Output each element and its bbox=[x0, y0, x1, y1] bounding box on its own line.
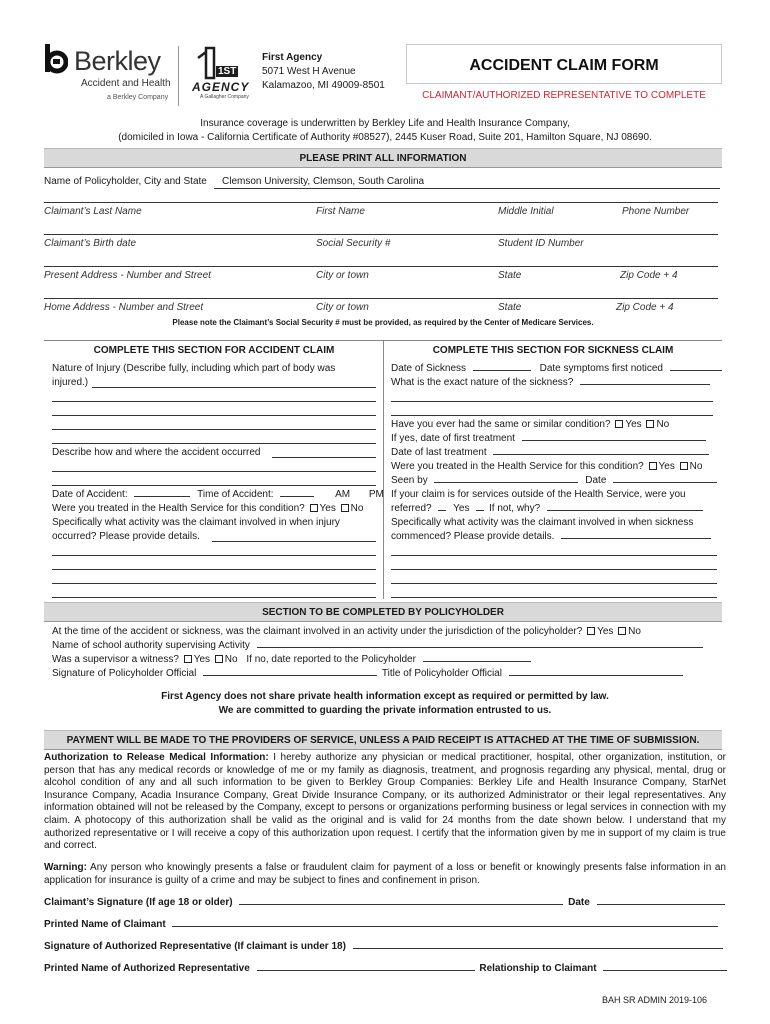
policyholder-signature-row bbox=[52, 668, 683, 679]
sickness-date-label: Date of Sickness bbox=[391, 363, 467, 374]
sickness-activity-1: Specifically what activity was the claimant involved in when sickness bbox=[391, 517, 694, 528]
form-title-box bbox=[406, 44, 722, 84]
sickness-referred-no: If not, why? bbox=[489, 503, 541, 514]
label-home-zip: Zip Code + 4 bbox=[616, 302, 674, 313]
sickness-first-treat-field[interactable] bbox=[522, 440, 706, 441]
form-subtitle: CLAIMANT/AUTHORIZED REPRESENTATIVE TO COMPLETE bbox=[422, 90, 706, 101]
label-present-state: State bbox=[498, 270, 522, 281]
accident-am[interactable]: AM bbox=[335, 489, 351, 500]
agency-address-2: Kalamazoo, MI 49009-8501 bbox=[262, 80, 385, 91]
accident-nature-2: injured.) bbox=[52, 377, 89, 388]
sickness-outside-row bbox=[391, 503, 703, 514]
policyholder-q1-no: No bbox=[628, 626, 641, 637]
claimant-date-field[interactable] bbox=[597, 904, 725, 905]
policyholder-signature-label: Signature of Policyholder Official bbox=[52, 668, 197, 679]
berkley-sub1: Accident and Health bbox=[81, 78, 171, 89]
sickness-referred-no-blank[interactable] bbox=[476, 510, 484, 511]
accident-activity-line-3[interactable] bbox=[52, 583, 376, 584]
accident-nature-line-0[interactable] bbox=[92, 387, 376, 388]
sickness-same-row bbox=[391, 419, 669, 430]
sickness-activity-line-1[interactable] bbox=[391, 555, 717, 556]
warning-paragraph bbox=[44, 862, 726, 887]
policyholder-supervisor-no-checkbox[interactable] bbox=[215, 655, 223, 663]
warning-body: Any person who knowingly presents a false or fraudulent claim for payment of a loss or benefit or knowingly presents false information in an application for insurance is guilty of a crime and may be subject to fines and confinement in prison. bbox=[44, 862, 726, 886]
accident-pm[interactable]: PM bbox=[368, 489, 384, 500]
sickness-date-field[interactable] bbox=[473, 370, 531, 371]
printed-rep-row bbox=[44, 963, 727, 974]
sickness-header: COMPLETE THIS SECTION FOR SICKNESS CLAIM bbox=[432, 345, 674, 356]
sickness-health-no: No bbox=[689, 461, 703, 472]
sickness-seen-field[interactable] bbox=[434, 482, 578, 483]
accident-describe-label: Describe how and where the accident occurred bbox=[52, 447, 261, 458]
authorization-paragraph bbox=[44, 752, 726, 853]
accident-nature-line-1[interactable] bbox=[52, 401, 376, 402]
rep-signature-field[interactable] bbox=[353, 948, 723, 949]
sickness-first-treat-row bbox=[391, 433, 706, 444]
sickness-nature-row bbox=[391, 377, 710, 388]
label-middle-initial: Middle Initial bbox=[498, 206, 554, 217]
policyholder-q1-row bbox=[52, 626, 641, 637]
sickness-same-no: No bbox=[656, 419, 670, 430]
accident-health-no: No bbox=[350, 503, 364, 514]
authorization-title: Authorization to Release Medical Information: bbox=[44, 752, 269, 763]
sickness-last-treat-field[interactable] bbox=[493, 454, 709, 455]
accident-health-q: Were you treated in the Health Service for this condition? bbox=[52, 503, 305, 514]
accident-health-row bbox=[52, 503, 363, 514]
sickness-health-q: Were you treated in the Health Service for this condition? bbox=[391, 461, 644, 472]
agency-name: First Agency bbox=[262, 52, 323, 63]
sickness-activity-2: commenced? Please provide details. bbox=[391, 531, 555, 542]
sickness-nature-field[interactable] bbox=[580, 384, 710, 385]
claimant-signature-label: Claimant’s Signature (If age 18 or older) bbox=[44, 897, 233, 908]
payment-header: PAYMENT WILL BE MADE TO THE PROVIDERS OF SERVICE, UNLESS A PAID RECEIPT IS ATTACHED AT THE TIME OF SUBMISSION. bbox=[44, 730, 722, 750]
policyholder-q1-yes: Yes bbox=[597, 626, 614, 637]
label-first-name: First Name bbox=[316, 206, 365, 217]
first-agency-logo bbox=[186, 46, 258, 102]
accident-activity-line-4[interactable] bbox=[52, 597, 376, 598]
privacy-line-1: First Agency does not share private health information except as required or permitted by law. bbox=[161, 691, 609, 702]
policyholder-title-field[interactable] bbox=[509, 675, 683, 676]
label-student-id: Student ID Number bbox=[498, 238, 584, 249]
agency-logo-tag: A Gallagher Company bbox=[200, 94, 249, 100]
sickness-seen-label: Seen by bbox=[391, 475, 428, 486]
accident-time-field[interactable] bbox=[280, 496, 314, 497]
accident-date-field[interactable] bbox=[134, 496, 190, 497]
printed-rep-label: Printed Name of Authorized Representative bbox=[44, 963, 250, 974]
sickness-nature-line-1[interactable] bbox=[391, 401, 713, 402]
policyholder-q1-no-checkbox[interactable] bbox=[618, 627, 626, 635]
relationship-field[interactable] bbox=[603, 970, 727, 971]
rep-signature-row bbox=[44, 941, 723, 952]
accident-time-label: Time of Accident: bbox=[197, 489, 274, 500]
relationship-label: Relationship to Claimant bbox=[479, 963, 597, 974]
label-home-address: Home Address - Number and Street bbox=[44, 302, 204, 313]
policyholder-school-row bbox=[52, 640, 703, 651]
sickness-seen-date-field[interactable] bbox=[613, 482, 717, 483]
sickness-symptoms-field[interactable] bbox=[670, 370, 722, 371]
sickness-health-row bbox=[391, 461, 702, 472]
accident-describe-line-2[interactable] bbox=[52, 485, 376, 486]
agency-logo-word: AGENCY bbox=[192, 80, 250, 94]
policyholder-supervisor-row bbox=[52, 654, 531, 665]
printed-rep-field[interactable] bbox=[257, 970, 475, 971]
policyholder-supervisor-no: No bbox=[224, 654, 238, 665]
sickness-why-field[interactable] bbox=[547, 510, 703, 511]
accident-date-label: Date of Accident: bbox=[52, 489, 128, 500]
sickness-symptoms-label: Date symptoms first noticed bbox=[539, 363, 663, 374]
policyholder-line bbox=[214, 188, 720, 189]
sickness-health-yes-checkbox[interactable] bbox=[649, 462, 657, 470]
accident-nature-line-3[interactable] bbox=[52, 429, 376, 430]
policyholder-label: Name of Policyholder, City and State bbox=[44, 176, 207, 187]
agency-logo-num: 1ST bbox=[218, 66, 237, 77]
privacy-line-2: We are committed to guarding the private information entrusted to us. bbox=[218, 705, 552, 716]
row3-line[interactable] bbox=[44, 266, 718, 267]
accident-health-yes: Yes bbox=[319, 503, 336, 514]
sickness-activity-line-4[interactable] bbox=[391, 597, 717, 598]
accident-activity-line-1[interactable] bbox=[52, 555, 376, 556]
claimant-signature-field[interactable] bbox=[239, 904, 563, 905]
berkley-logo bbox=[44, 44, 184, 106]
policyholder-value[interactable]: Clemson University, Clemson, South Carolina bbox=[222, 176, 425, 187]
row2-line[interactable] bbox=[44, 234, 718, 235]
accident-describe-line-1[interactable] bbox=[52, 471, 376, 472]
berkley-brand: Berkley bbox=[74, 46, 161, 76]
sickness-referred-yes: Yes bbox=[453, 503, 470, 514]
sickness-health-no-checkbox[interactable] bbox=[680, 462, 688, 470]
policyholder-supervisor-yes: Yes bbox=[193, 654, 211, 665]
print-all-header: PLEASE PRINT ALL INFORMATION bbox=[44, 148, 722, 168]
sickness-referred-yes-blank[interactable] bbox=[438, 510, 446, 511]
accident-date-row bbox=[52, 489, 384, 500]
underwriting-line-2: (domiciled in Iowa - California Certificate of Authority #08527), 2445 Kuser Road, Suite 201, Hamilton Square, NJ 08690. bbox=[118, 132, 652, 143]
policyholder-school-field[interactable] bbox=[257, 647, 703, 648]
label-present-zip: Zip Code + 4 bbox=[620, 270, 678, 281]
sickness-activity-line-3[interactable] bbox=[391, 583, 717, 584]
printed-claimant-field[interactable] bbox=[172, 926, 718, 927]
label-ssn: Social Security # bbox=[316, 238, 391, 249]
policyholder-title-label: Title of Policyholder Official bbox=[381, 668, 502, 679]
sickness-date-row bbox=[391, 363, 722, 374]
accident-activity-2: occurred? Please provide details. bbox=[52, 531, 200, 542]
sickness-last-treat-label: Date of last treatment bbox=[391, 447, 487, 458]
accident-activity-line-0[interactable] bbox=[212, 541, 376, 542]
sickness-seen-row bbox=[391, 475, 717, 486]
label-home-city: City or town bbox=[316, 302, 369, 313]
label-birth-date: Claimant’s Birth date bbox=[44, 238, 137, 249]
sickness-same-yes-checkbox[interactable] bbox=[615, 420, 623, 428]
footer-form-code: BAH SR ADMIN 2019-106 bbox=[602, 995, 708, 1005]
claim-sections-divider bbox=[383, 341, 384, 599]
agency-address-1: 5071 West H Avenue bbox=[262, 66, 356, 77]
logo-divider bbox=[178, 46, 179, 106]
ssn-note: Please note the Claimant’s Social Security # must be provided, as required by the Center of Medicare Services. bbox=[172, 318, 594, 327]
printed-claimant-label: Printed Name of Claimant bbox=[44, 919, 166, 930]
sickness-health-yes: Yes bbox=[658, 461, 675, 472]
claimant-signature-row bbox=[44, 897, 725, 908]
policyholder-reported-label: If no, date reported to the Policyholder bbox=[246, 654, 416, 665]
warning-title: Warning: bbox=[44, 862, 87, 873]
accident-health-no-checkbox[interactable] bbox=[341, 504, 349, 512]
policyholder-section-header: SECTION TO BE COMPLETED BY POLICYHOLDER bbox=[44, 602, 722, 622]
sickness-outside-1: If your claim is for services outside of the Health Service, were you bbox=[391, 489, 686, 500]
sickness-activity-row bbox=[391, 531, 711, 542]
accident-header: COMPLETE THIS SECTION FOR ACCIDENT CLAIM bbox=[93, 345, 335, 356]
policyholder-reported-field[interactable] bbox=[423, 661, 531, 662]
label-last-name: Claimant’s Last Name bbox=[44, 206, 142, 217]
sickness-nature-label: What is the exact nature of the sickness? bbox=[391, 377, 574, 388]
label-phone: Phone Number bbox=[622, 206, 690, 217]
label-present-city: City or town bbox=[316, 270, 369, 281]
policyholder-school-label: Name of school authority supervising Activity bbox=[52, 640, 250, 651]
authorization-body: I hereby authorize any physician or medical practitioner, hospital, other organization, institution, or person that has any medical records or knowledge of me or my family as diagnosis, treatment, and prognosis regarding any physical, mental, drug or alcohol condition of any and all such information to be given to Berkley Group Companies: Berkley Life and Health Insurance Company, StarNet Insurance Company, Acadia Insurance Company, Great Divide Insurance Company, or its authorized Administrator or their legal representatives. Any information obtained will not be released by the Company, except to persons or organizations performing business or legal services in connection with my claim. A photocopy of this authorization shall be valid as the original and is valid for 24 months from the date shown below. I understand that my authorized representative or I will receive a copy of this authorization upon request. I certify that the information given by me in support of my claim is true and correct. bbox=[44, 752, 726, 852]
underwriting-line-1: Insurance coverage is underwritten by Berkley Life and Health Insurance Company, bbox=[200, 118, 570, 129]
row4-line[interactable] bbox=[44, 298, 718, 299]
sickness-activity-line-2[interactable] bbox=[391, 569, 717, 570]
sickness-outside-referred: referred? bbox=[391, 503, 432, 514]
accident-nature-1: Nature of Injury (Describe fully, including which part of body was bbox=[52, 363, 336, 374]
accident-health-yes-checkbox[interactable] bbox=[310, 504, 318, 512]
printed-claimant-row bbox=[44, 919, 718, 930]
sickness-same-yes: Yes bbox=[625, 419, 642, 430]
rep-signature-label: Signature of Authorized Representative (If claimant is under 18) bbox=[44, 941, 346, 952]
accident-describe-line-0[interactable] bbox=[272, 457, 376, 458]
policyholder-signature-field[interactable] bbox=[203, 675, 377, 676]
sickness-seen-date-label: Date bbox=[585, 475, 607, 486]
claimant-date-label: Date bbox=[568, 897, 590, 908]
sickness-same-q: Have you ever had the same or similar condition? bbox=[391, 419, 611, 430]
form-title: ACCIDENT CLAIM FORM bbox=[469, 57, 659, 74]
berkley-b-icon bbox=[44, 44, 68, 74]
accident-nature-line-4[interactable] bbox=[52, 443, 376, 444]
policyholder-supervisor-yes-checkbox[interactable] bbox=[184, 655, 192, 663]
berkley-sub2: a Berkley Company bbox=[107, 94, 169, 101]
sickness-last-treat-row bbox=[391, 447, 709, 458]
policyholder-q1: At the time of the accident or sickness, was the claimant involved in an activity under the jurisdiction of the policyholder? bbox=[52, 626, 583, 637]
sickness-activity-field[interactable] bbox=[561, 538, 711, 539]
policyholder-q1-yes-checkbox[interactable] bbox=[587, 627, 595, 635]
sickness-same-no-checkbox[interactable] bbox=[646, 420, 654, 428]
label-home-state: State bbox=[498, 302, 522, 313]
label-present-address: Present Address - Number and Street bbox=[44, 270, 211, 281]
policyholder-supervisor-label: Was a supervisor a witness? bbox=[52, 654, 179, 665]
row1-line[interactable] bbox=[44, 202, 718, 203]
accident-activity-line-2[interactable] bbox=[52, 569, 376, 570]
accident-nature-line-2[interactable] bbox=[52, 415, 376, 416]
sickness-first-treat-label: If yes, date of first treatment bbox=[391, 433, 515, 444]
accident-activity-1: Specifically what activity was the claimant involved in when injury bbox=[52, 517, 340, 528]
sickness-nature-line-2[interactable] bbox=[391, 415, 713, 416]
